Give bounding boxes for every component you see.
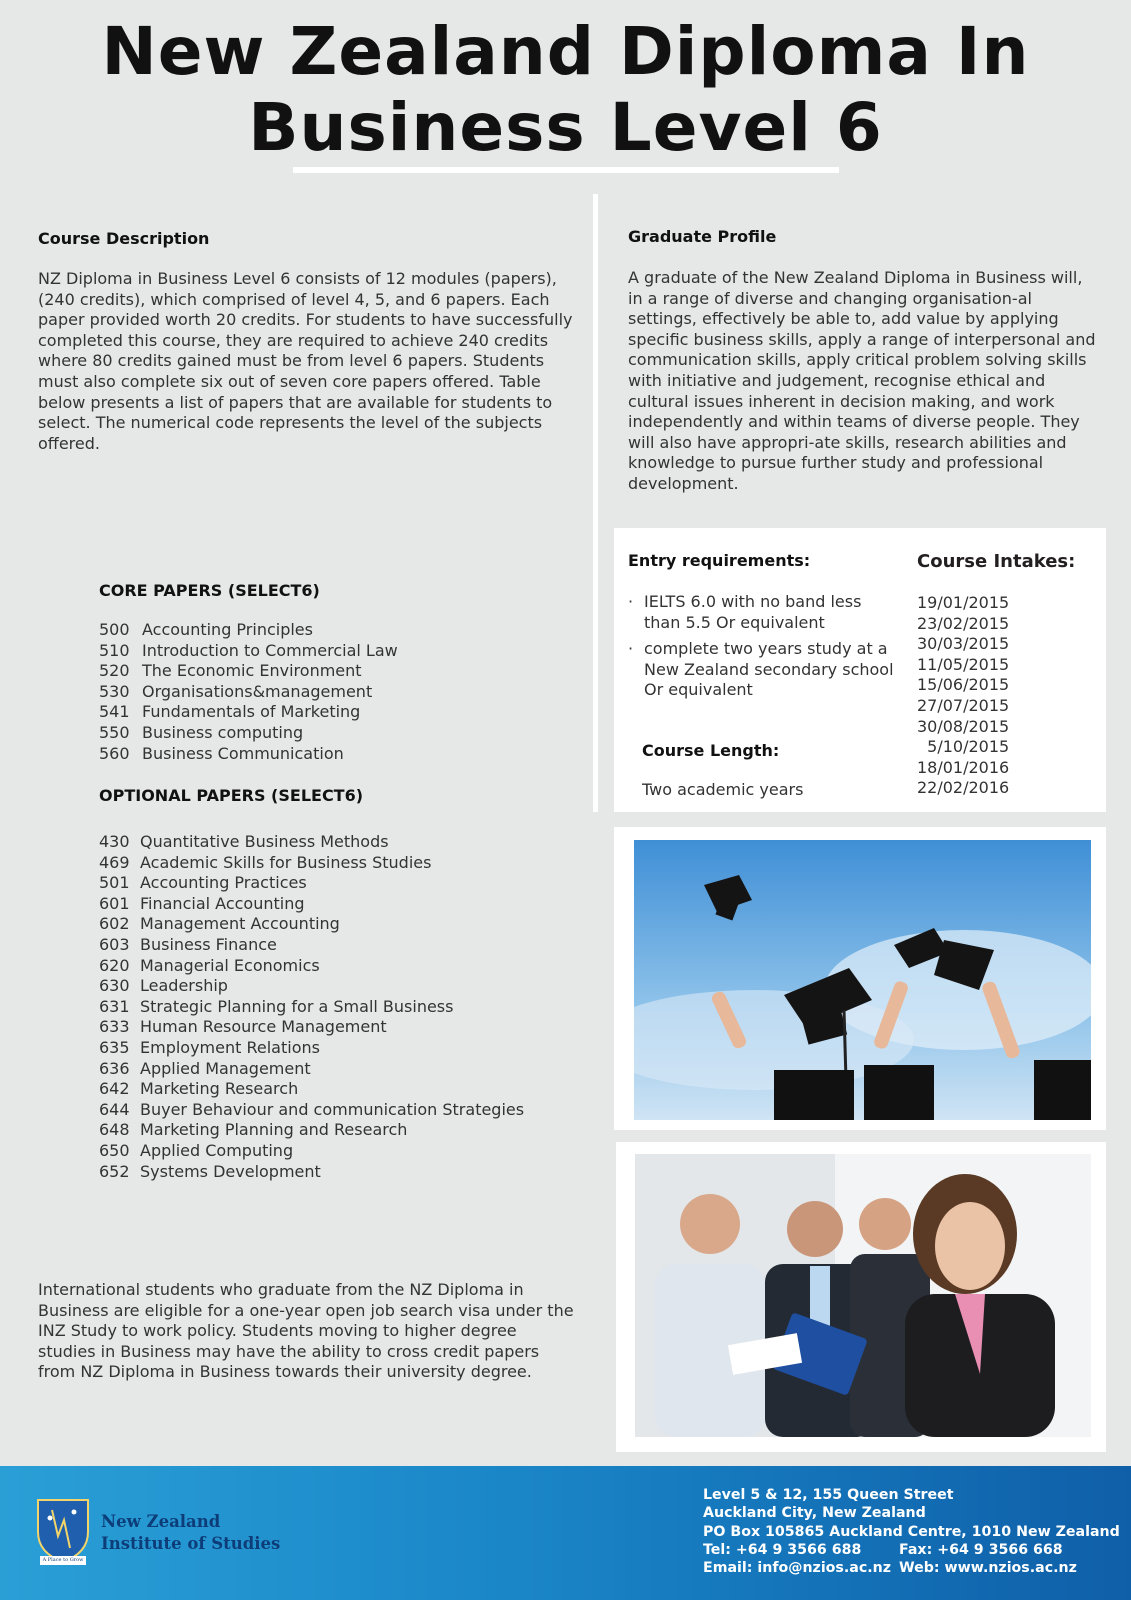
paper-row bbox=[99, 1017, 524, 1038]
bullet: · bbox=[628, 639, 634, 658]
entry-requirement-text: complete two years study at a New Zealand secondary school Or equivalent bbox=[644, 639, 894, 699]
paper-name: Human Resource Management bbox=[140, 1017, 387, 1037]
institute-name-line-2: Institute of Studies bbox=[101, 1534, 281, 1553]
paper-row bbox=[99, 956, 524, 977]
title-underline bbox=[293, 167, 839, 173]
paper-row bbox=[99, 914, 524, 935]
paper-name: Managerial Economics bbox=[140, 955, 320, 975]
paper-row bbox=[99, 1100, 524, 1121]
paper-row bbox=[99, 620, 398, 641]
course-intakes-heading: Course Intakes: bbox=[917, 551, 1076, 572]
business-team-illustration bbox=[635, 1154, 1091, 1437]
paper-name: Introduction to Commercial Law bbox=[142, 640, 398, 660]
paper-code: 635 bbox=[99, 1037, 130, 1057]
paper-name: Quantitative Business Methods bbox=[140, 832, 389, 851]
paper-name: Strategic Planning for a Small Business bbox=[140, 996, 454, 1016]
graduate-profile-text: A graduate of the New Zealand Diploma in Business will, in a range of diverse and changing organisation-al settings, effectively be able to, add value by applying specific business skills, apply a range of interpersonal and communication skills, apply critical problem solving skills with initiative and judgement, recognise ethical and cultural issues inherent in decision making, and work independently and within teams of diverse people. They will also have appropri-ate skills, research abilities and knowledge to pursue further study and professional development. bbox=[628, 268, 1096, 493]
paper-name: The Economic Environment bbox=[142, 661, 362, 681]
course-intakes-list bbox=[917, 593, 1009, 799]
core-papers-list bbox=[99, 620, 398, 764]
paper-name: Marketing Research bbox=[140, 1079, 299, 1099]
column-divider bbox=[593, 194, 598, 812]
paper-row bbox=[99, 853, 524, 874]
paper-row bbox=[99, 1120, 524, 1141]
paper-name: Organisations&management bbox=[142, 681, 373, 701]
paper-name: Marketing Planning and Research bbox=[140, 1120, 408, 1140]
title-line-2: Business Level 6 bbox=[248, 89, 883, 166]
paper-row bbox=[99, 976, 524, 997]
paper-name: Employment Relations bbox=[140, 1037, 320, 1057]
graduation-caps-illustration bbox=[634, 840, 1091, 1120]
paper-row bbox=[99, 723, 398, 744]
course-length-heading: Course Length: bbox=[642, 741, 780, 760]
paper-code: 469 bbox=[99, 852, 130, 872]
business-team-photo bbox=[635, 1154, 1091, 1437]
paper-row bbox=[99, 661, 398, 682]
page-title bbox=[0, 14, 1131, 166]
paper-row bbox=[99, 832, 524, 853]
paper-row bbox=[99, 702, 398, 723]
paper-row bbox=[99, 1038, 524, 1059]
visa-information-text: International students who graduate from the NZ Diploma in Business are eligible for a one-year open job search visa under the INZ Study to work policy. Students moving to higher degree studies in Business may have the ability to cross credit papers from NZ Diploma in Business towards their university degree. bbox=[38, 1280, 574, 1382]
address-line-3: PO Box 105865 Auckland Centre, 1010 New Zealand bbox=[703, 1523, 1120, 1540]
address-line-1: Level 5 & 12, 155 Queen Street bbox=[703, 1487, 954, 1503]
paper-code: 541 bbox=[99, 702, 130, 722]
paper-code: 642 bbox=[99, 1079, 130, 1099]
paper-name: Business Finance bbox=[140, 934, 277, 954]
intake-date: 11/05/2015 bbox=[917, 654, 1010, 674]
intake-date: 23/02/2015 bbox=[917, 613, 1010, 633]
paper-code: 633 bbox=[99, 1017, 130, 1037]
intake-date: 27/07/2015 bbox=[917, 695, 1010, 715]
email-link[interactable]: Email: info@nzios.ac.nz bbox=[703, 1560, 891, 1577]
paper-code: 650 bbox=[99, 1140, 130, 1160]
paper-row bbox=[99, 997, 524, 1018]
paper-name: Academic Skills for Business Studies bbox=[140, 852, 432, 872]
paper-code: 620 bbox=[99, 955, 130, 975]
paper-code: 500 bbox=[99, 620, 130, 639]
paper-name: Business computing bbox=[142, 722, 304, 742]
paper-code: 530 bbox=[99, 681, 130, 701]
paper-code: 631 bbox=[99, 996, 130, 1016]
paper-name: Accounting Principles bbox=[142, 620, 313, 639]
entry-requirement-item bbox=[628, 639, 898, 701]
paper-code: 560 bbox=[99, 743, 130, 763]
paper-name: Accounting Practices bbox=[140, 873, 307, 893]
intake-date: 15/06/2015 bbox=[917, 675, 1010, 695]
graduation-photo bbox=[634, 840, 1091, 1120]
intake-date: 18/01/2016 bbox=[917, 757, 1010, 777]
graduate-profile-heading: Graduate Profile bbox=[628, 227, 777, 246]
paper-code: 510 bbox=[99, 640, 130, 660]
paper-code: 630 bbox=[99, 976, 130, 996]
paper-row bbox=[99, 744, 398, 765]
intake-date: 22/02/2016 bbox=[917, 778, 1010, 798]
intake-date: 5/10/2015 bbox=[917, 737, 1010, 757]
paper-code: 602 bbox=[99, 914, 130, 934]
paper-row bbox=[99, 1141, 524, 1162]
paper-name: Financial Accounting bbox=[140, 893, 305, 913]
entry-requirements-heading: Entry requirements: bbox=[628, 551, 811, 570]
paper-name: Applied Computing bbox=[140, 1140, 294, 1160]
institute-name bbox=[101, 1511, 280, 1555]
institute-name-line-1: New Zealand bbox=[101, 1512, 221, 1531]
intake-date: 19/01/2015 bbox=[917, 593, 1010, 612]
paper-name: Leadership bbox=[140, 976, 228, 996]
paper-name: Systems Development bbox=[140, 1161, 321, 1181]
paper-code: 644 bbox=[99, 1099, 130, 1119]
entry-requirement-item bbox=[628, 592, 898, 633]
intake-date: 30/08/2015 bbox=[917, 716, 1010, 736]
paper-row bbox=[99, 682, 398, 703]
core-papers-heading: CORE PAPERS (SELECT6) bbox=[99, 581, 320, 600]
paper-row bbox=[99, 1079, 524, 1100]
phone-row bbox=[703, 1541, 1120, 1559]
title-line-1: New Zealand Diploma In bbox=[101, 13, 1030, 90]
paper-row bbox=[99, 1059, 524, 1080]
paper-code: 636 bbox=[99, 1058, 130, 1078]
paper-name: Business Communication bbox=[142, 743, 344, 763]
paper-name: Buyer Behaviour and communication Strategies bbox=[140, 1099, 525, 1119]
paper-row bbox=[99, 641, 398, 662]
optional-papers-heading: OPTIONAL PAPERS (SELECT6) bbox=[99, 786, 364, 805]
course-length-value: Two academic years bbox=[642, 780, 804, 799]
paper-code: 550 bbox=[99, 722, 130, 742]
contact-details bbox=[703, 1486, 1120, 1577]
course-description-text: NZ Diploma in Business Level 6 consists of 12 modules (papers), (240 credits), which comprised of level 4, 5, and 6 papers. Each paper provided worth 20 credits. For students to have successfully completed this course, they are required to achieve 240 credits where 80 credits gained must be from level 6 papers. Students must also complete six out of seven core papers offered. Table below presents a list of papers that are available for students to select. The numerical code represents the level of the subjects offered. bbox=[38, 269, 573, 453]
paper-row bbox=[99, 894, 524, 915]
paper-code: 430 bbox=[99, 832, 130, 851]
paper-code: 501 bbox=[99, 873, 130, 893]
paper-code: 520 bbox=[99, 661, 130, 681]
paper-row bbox=[99, 873, 524, 894]
entry-requirement-text: IELTS 6.0 with no band less than 5.5 Or equivalent bbox=[644, 592, 862, 632]
web-row bbox=[703, 1559, 1120, 1577]
paper-code: 601 bbox=[99, 893, 130, 913]
paper-name: Fundamentals of Marketing bbox=[142, 702, 361, 722]
intake-date: 30/03/2015 bbox=[917, 634, 1010, 654]
course-description-heading: Course Description bbox=[38, 229, 210, 248]
bullet: · bbox=[628, 592, 634, 611]
institute-logo-icon bbox=[34, 1496, 92, 1568]
paper-name: Management Accounting bbox=[140, 914, 340, 934]
website-link[interactable]: Web: www.nzios.ac.nz bbox=[899, 1560, 1077, 1577]
paper-code: 603 bbox=[99, 934, 130, 954]
paper-row bbox=[99, 1162, 524, 1183]
paper-row bbox=[99, 935, 524, 956]
fax: Fax: +64 9 3566 668 bbox=[899, 1541, 1063, 1558]
optional-papers-list bbox=[99, 832, 524, 1182]
paper-code: 648 bbox=[99, 1120, 130, 1140]
paper-code: 652 bbox=[99, 1161, 130, 1181]
address-line-2: Auckland City, New Zealand bbox=[703, 1505, 926, 1522]
logo-motto: A Place to Grow bbox=[42, 1557, 84, 1563]
paper-name: Applied Management bbox=[140, 1058, 311, 1078]
telephone: Tel: +64 9 3566 688 bbox=[703, 1541, 862, 1558]
